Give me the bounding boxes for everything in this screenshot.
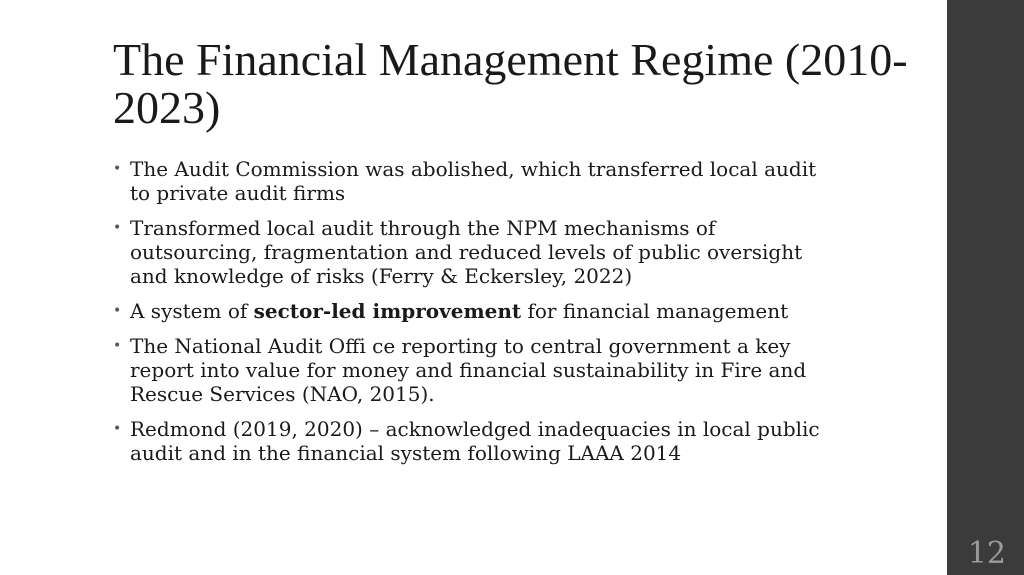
- bullet-list: [113, 157, 833, 476]
- bullet-text: Transformed local audit through the NPM mechanisms of outsourcing, fragmentation and reduced levels of public oversight and knowledge of risks (Ferry & Eckersley, 2022): [130, 216, 803, 288]
- page-number: 12: [967, 536, 1006, 571]
- right-sidebar-bar: [947, 0, 1024, 575]
- bullet-text-suffix: for financial management: [521, 299, 789, 323]
- bullet-item: [113, 216, 833, 288]
- bullet-text: The National Audit Offi ce reporting to central government a key report into value for money and financial sustainability in Fire and Rescue Services (NAO, 2015).: [130, 334, 807, 406]
- bullet-item: [113, 417, 833, 465]
- bullet-text-bold: sector-led improvement: [253, 299, 522, 323]
- bullet-text-prefix: A system of: [130, 299, 254, 323]
- bullet-item: [113, 299, 833, 323]
- slide-title: The Financial Management Regime (2010-2023): [113, 34, 908, 133]
- bullet-item: [113, 157, 833, 205]
- bullet-item: [113, 334, 833, 406]
- bullet-text: Redmond (2019, 2020) – acknowledged inadequacies in local public audit and in the financial system following LAAA 2014: [130, 417, 820, 465]
- bullet-text: The Audit Commission was abolished, which transferred local audit to private audit firms: [130, 157, 817, 205]
